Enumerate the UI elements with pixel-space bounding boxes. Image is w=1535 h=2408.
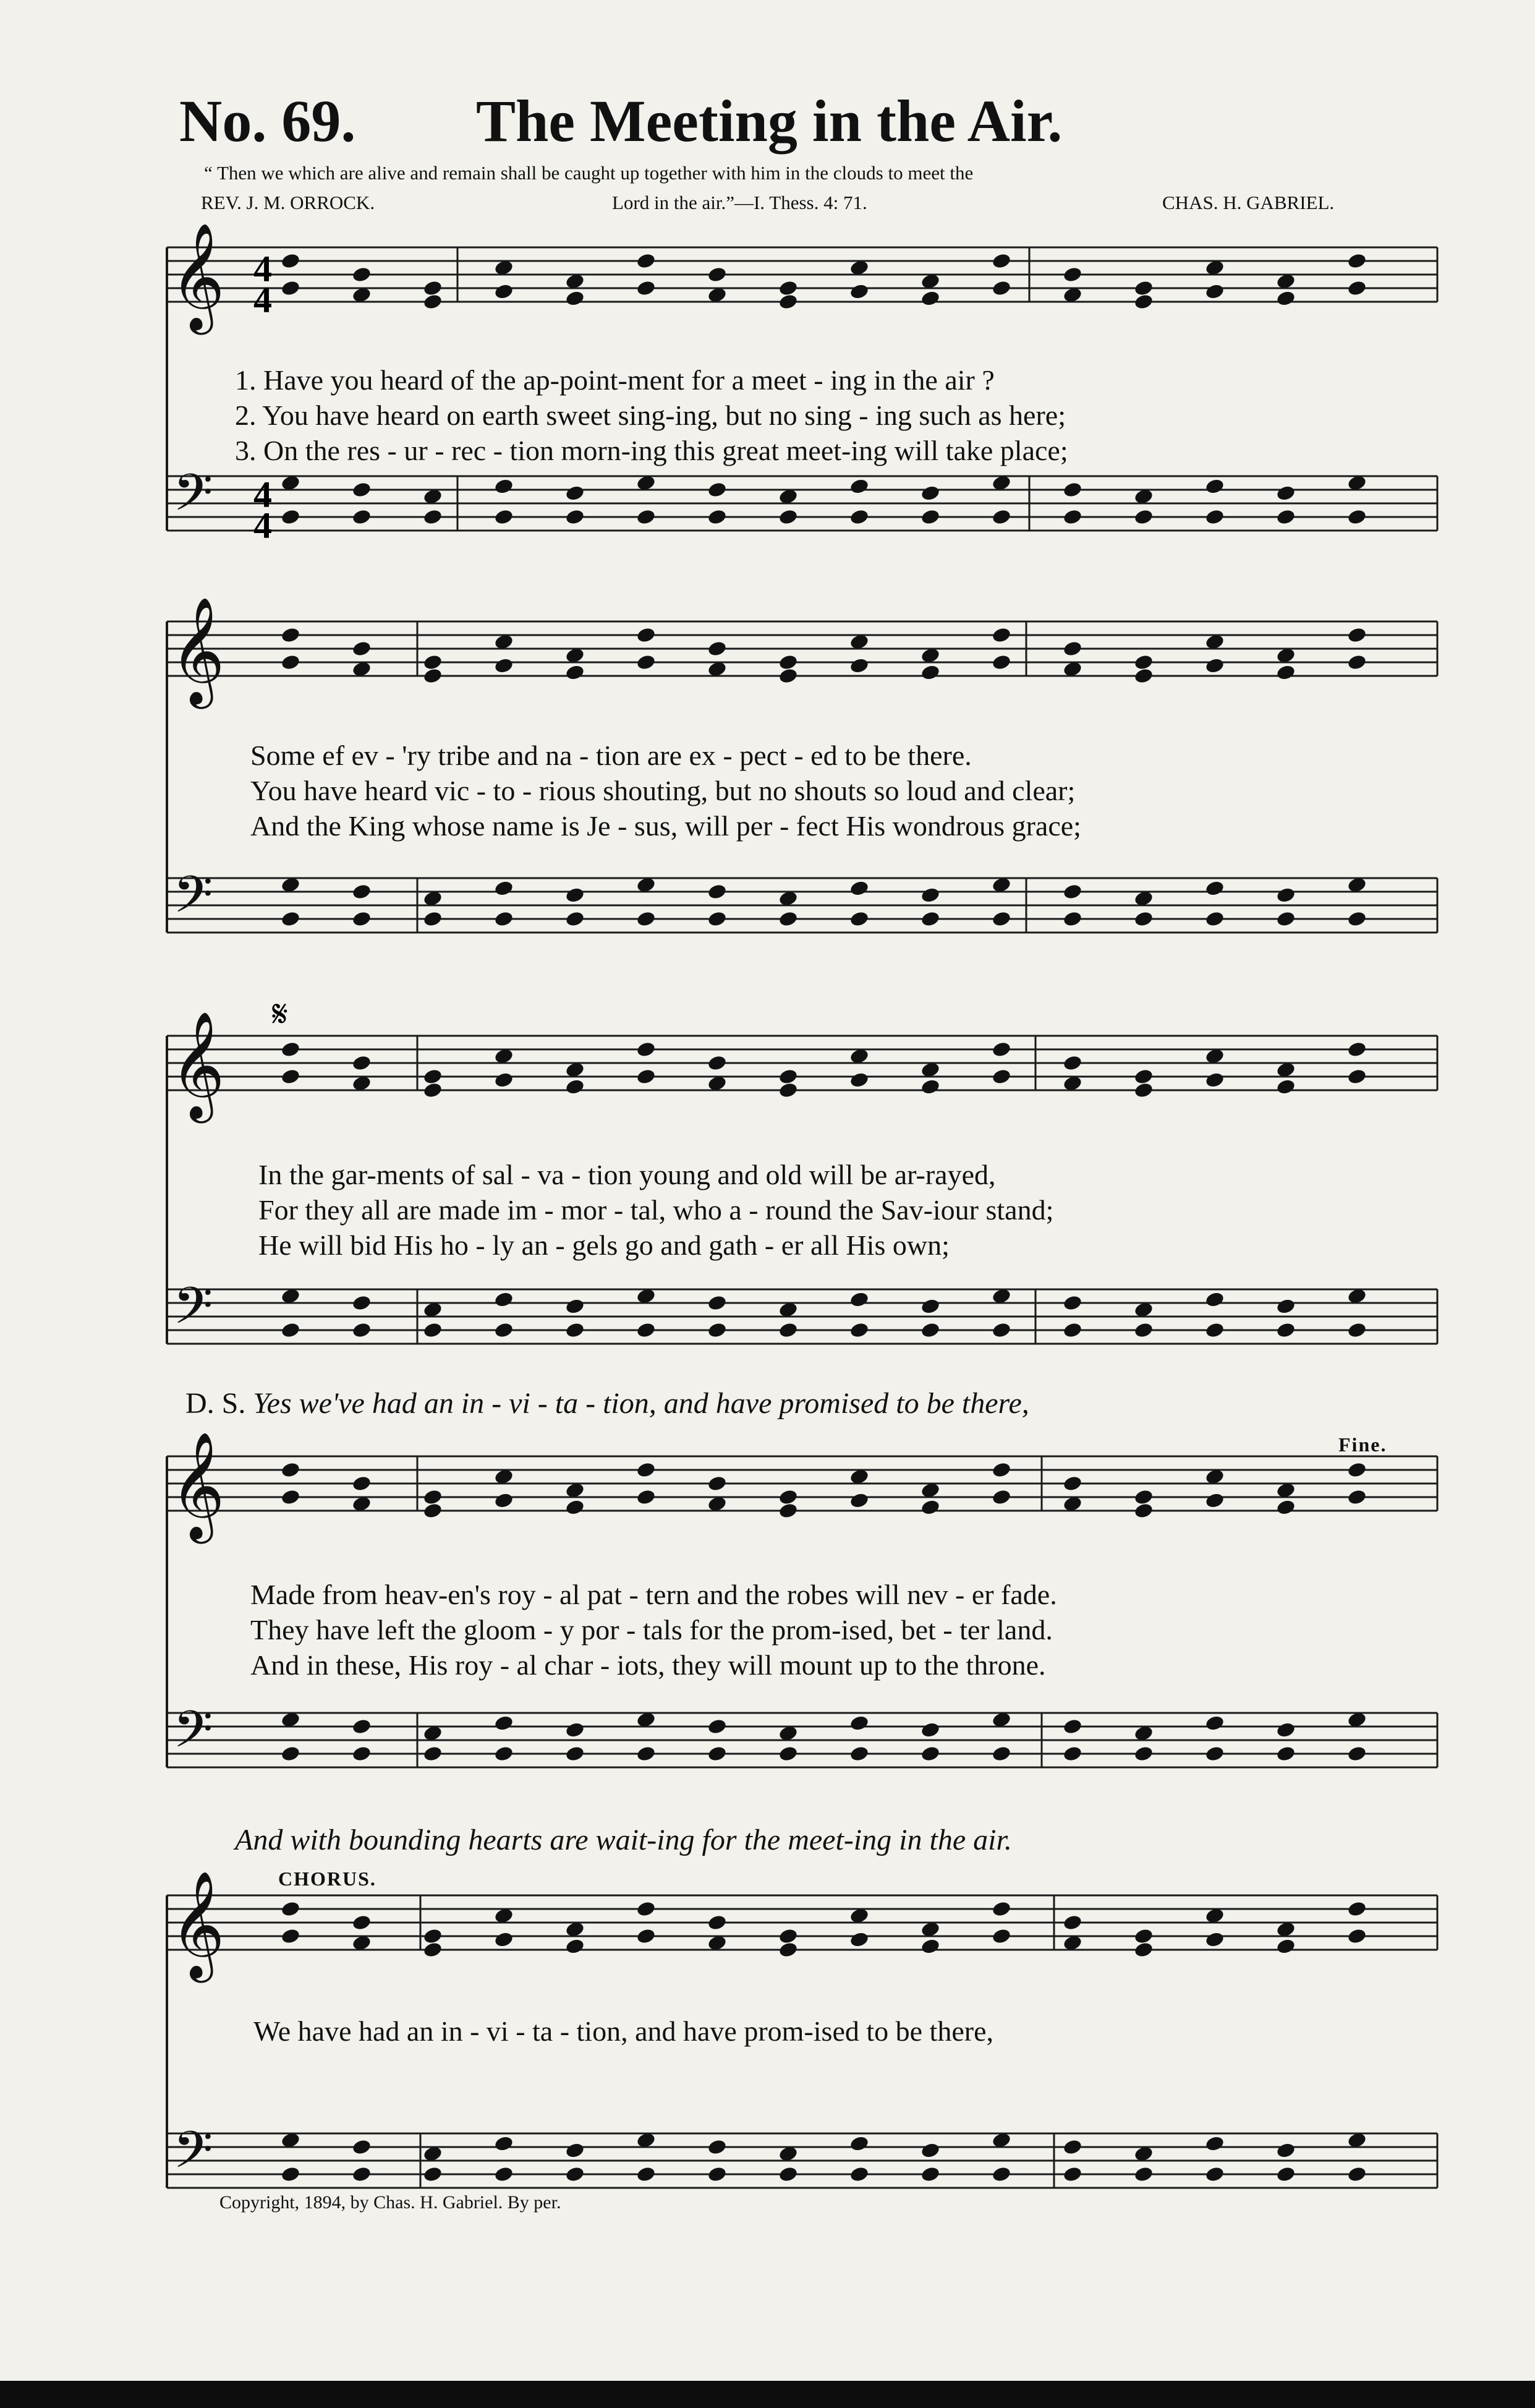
verse-2-line-3: For they all are made im - mor - tal, who a - round the Sav-iour stand;	[258, 1194, 1054, 1226]
verse-2-line-1: 2. You have heard on earth sweet sing-ing, but no sing - ing such as here;	[235, 399, 1066, 431]
scan-border	[0, 2381, 1535, 2408]
refrain-line: And with bounding hearts are wait-ing for the meet-ing in the air.	[235, 1824, 1012, 1856]
svg-text:𝄞: 𝄞	[170, 597, 225, 704]
time-signature-top: 4	[253, 249, 272, 289]
ds-line	[185, 1386, 1029, 1420]
verse-2-line-2: You have heard vic - to - rious shouting, but no shouts so loud and clear;	[250, 775, 1076, 806]
ds-prefix: D. S.	[185, 1387, 246, 1420]
svg-text:𝄞: 𝄞	[170, 223, 225, 330]
bass-time-signature-top: 4	[253, 474, 272, 515]
verse-1-line-3: In the gar-ments of sal - va - tion young and old will be ar-rayed,	[258, 1159, 996, 1190]
scripture-reference: Lord in the air.”—I. Thess. 4: 71.	[612, 192, 867, 213]
svg-text:𝄞: 𝄞	[170, 1011, 225, 1119]
bass-time-signature-bottom: 4	[253, 505, 272, 546]
segno-sign: 𝄋	[272, 994, 288, 1035]
time-signature-bottom: 4	[253, 280, 272, 320]
svg-text:𝄢: 𝄢	[173, 1699, 213, 1772]
svg-text:𝄢: 𝄢	[173, 865, 213, 937]
verse-3-line-2: And the King whose name is Je - sus, will per - fect His wondrous grace;	[250, 810, 1081, 842]
svg-text:𝄢: 𝄢	[173, 2120, 213, 2192]
verse-3-line-1: 3. On the res - ur - rec - tion morn-ing this great meet-ing will take place;	[235, 435, 1068, 466]
composer-credit: CHAS. H. GABRIEL.	[1162, 192, 1335, 213]
verse-3-line-4: And in these, His roy - al char - iots, they will mount up to the throne.	[250, 1649, 1046, 1681]
verse-1-line-1: 1. Have you heard of the ap-point-ment for a meet - ing in the air ?	[235, 364, 995, 396]
verse-3-line-3: He will bid His ho - ly an - gels go and gath - er all His own;	[258, 1229, 950, 1261]
fine-marking: Fine.	[1338, 1433, 1387, 1456]
chorus-marking: CHORUS.	[278, 1868, 376, 1890]
copyright-notice: Copyright, 1894, by Chas. H. Gabriel. By per.	[219, 2192, 561, 2213]
verse-1-line-4: Made from heav-en's roy - al pat - tern and the robes will nev - er fade.	[250, 1579, 1057, 1610]
ds-text: Yes we've had an in - vi - ta - tion, and have promised to be there,	[253, 1387, 1029, 1420]
hymn-title: The Meeting in the Air.	[476, 88, 1063, 154]
svg-text:𝄞: 𝄞	[170, 1432, 225, 1539]
epigraph: “ Then we which are alive and remain shall be caught up together with him in the clouds to meet the	[204, 162, 974, 184]
verse-2-line-4: They have left the gloom - y por - tals for the prom-ised, bet - ter land.	[250, 1614, 1053, 1646]
svg-text:𝄞: 𝄞	[170, 1871, 225, 1978]
verse-1-line-2: Some ef ev - 'ry tribe and na - tion are ex - pect - ed to be there.	[250, 740, 972, 771]
svg-text:𝄢: 𝄢	[173, 463, 213, 535]
lyricist-credit: REV. J. M. ORROCK.	[201, 192, 375, 213]
hymn-number: No. 69.	[179, 88, 356, 154]
svg-text:𝄢: 𝄢	[173, 1276, 213, 1348]
chorus-line: We have had an in - vi - ta - tion, and have prom-ised to be there,	[253, 2015, 993, 2047]
